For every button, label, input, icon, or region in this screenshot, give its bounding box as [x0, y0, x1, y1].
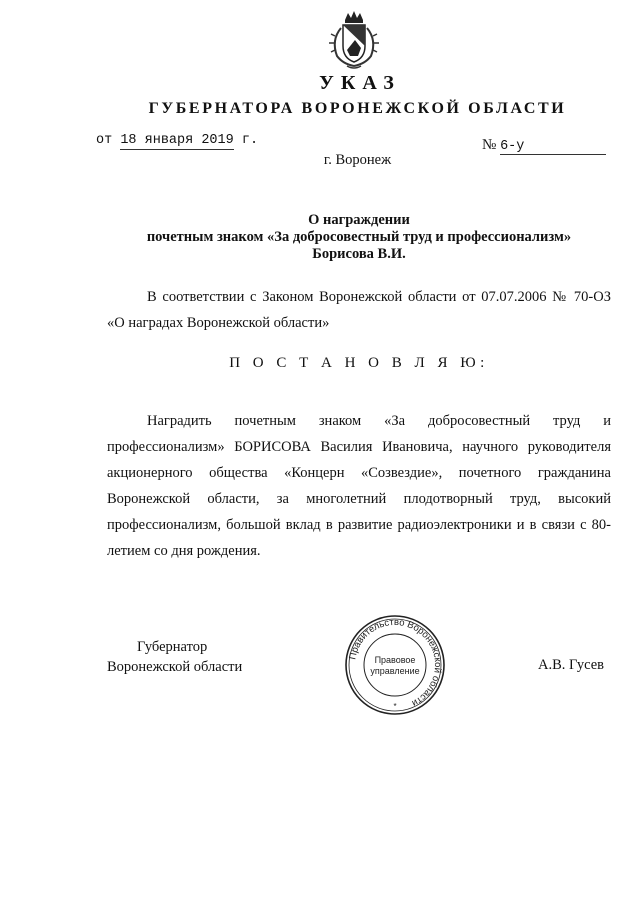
decision-paragraph: Наградить почетным знаком «За добросовестный труд и профессионализм» БОРИСОВА Василия Ивановича, научного руководителя акционерного общества «Концерн «Созвездие», почетного гражданина Воронежской области, за многолетний плодотворный труд, высокий профессионализм, большой вклад в развитие радиоэлектроники и в связи с 80-летием со дня рождения.: [107, 413, 611, 559]
heading-line-2: почетным знаком «За добросовестный труд и профессионализм»: [146, 229, 572, 245]
date-value: 18 января 2019: [120, 133, 234, 148]
document-heading: [0, 212, 640, 263]
signatory-position: [107, 637, 242, 677]
stamp-outer-text: Правительство Воронежской области: [347, 616, 444, 709]
stamp-inner-line-2: управление: [370, 666, 420, 676]
document-title: УКАЗ: [319, 72, 401, 94]
position-line-2: Воронежской области: [107, 659, 243, 675]
document-subtitle: ГУБЕРНАТОРА ВОРОНЕЖСКОЙ ОБЛАСТИ: [148, 100, 567, 117]
decree-word: П О С Т А Н О В Л Я Ю:: [229, 355, 489, 371]
stamp-inner-line-1: Правовое: [374, 655, 416, 665]
date-suffix: г.: [241, 133, 259, 148]
number-value: 6-у: [500, 139, 606, 155]
coat-of-arms-emblem: [325, 10, 383, 72]
heading-line-3: Борисова В.И.: [312, 246, 406, 262]
number-sign: №: [482, 137, 497, 153]
date-prefix: от: [96, 133, 113, 148]
official-seal-stamp: [343, 613, 447, 717]
city-line: г. Воронеж: [323, 152, 392, 168]
svg-text:*: *: [393, 702, 397, 711]
position-line-1: Губернатор: [137, 639, 208, 655]
heading-line-1: О награждении: [308, 212, 410, 228]
signatory-name: А.В. Гусев: [538, 657, 604, 673]
document-date: [96, 133, 258, 148]
preamble-paragraph: В соответствии с Законом Воронежской области от 07.07.2006 № 70-ОЗ «О наградах Воронежской области»: [107, 289, 611, 331]
